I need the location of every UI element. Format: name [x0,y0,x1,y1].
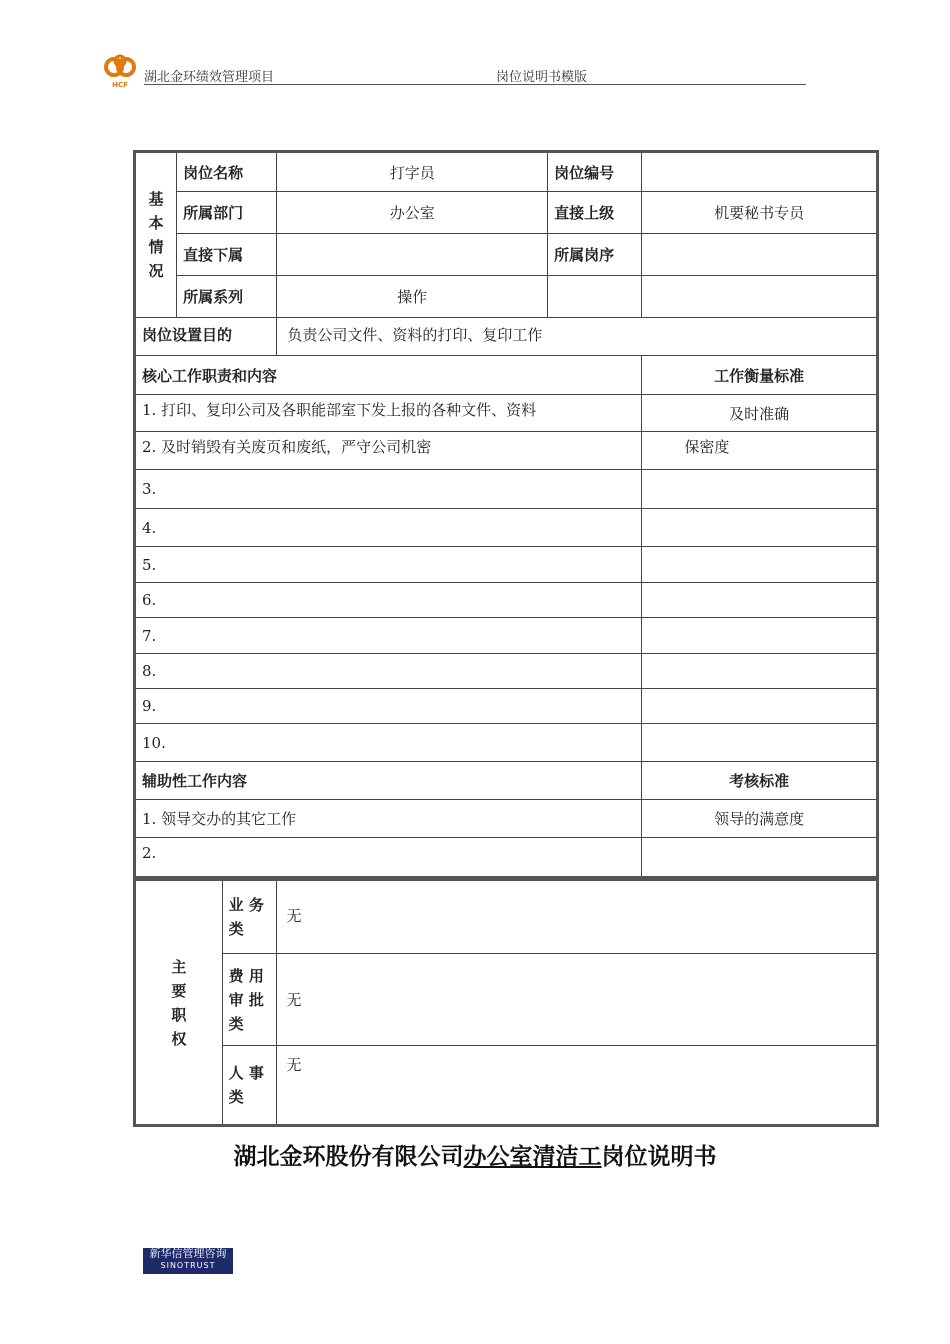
core-standard-3 [642,470,878,509]
authority-value-business: 无 [276,880,877,954]
core-standard-10 [642,724,878,762]
company-logo-icon [100,54,140,90]
title-underlined: 办公室清洁工 [463,1144,602,1170]
authority-category-expense: 费 用 审 批 类 [222,954,276,1046]
page-header [100,54,806,89]
aux-duty-1: 1. 领导交办的其它工作 [135,800,642,838]
job-code-value [642,152,878,192]
core-standard-1: 及时准确 [642,395,878,432]
authority-category-business: 业 务 类 [222,880,276,954]
job-name-value: 打字员 [277,152,548,192]
core-standard-4 [642,509,878,547]
department-value: 办公室 [277,192,548,234]
core-duty-3: 3. [135,470,642,509]
header-project-name: 湖北金环绩效管理项目 [144,70,275,85]
sinotrust-logo-cn: 新华信管理咨询 [149,1247,227,1260]
core-duty-6: 6. [135,583,642,618]
sequence-label: 所属岗序 [548,234,642,276]
job-description-table [133,150,879,879]
superior-value: 机要秘书专员 [642,192,878,234]
core-duty-7: 7. [135,618,642,654]
department-label: 所属部门 [177,192,277,234]
core-duty-9: 9. [135,689,642,724]
core-standard-9 [642,689,878,724]
core-standard-6 [642,583,878,618]
core-standard-8 [642,654,878,689]
aux-duty-2: 2. [135,838,642,878]
authority-table [133,878,879,1127]
core-duty-8: 8. [135,654,642,689]
series-value: 操作 [277,276,548,318]
subordinate-value [277,234,548,276]
authority-category-personnel: 人 事 类 [222,1046,276,1126]
core-duty-1: 1. 打印、复印公司及各职能部室下发上报的各种文件、资料 [135,395,642,432]
header-divider [144,84,806,85]
subordinate-label: 直接下属 [177,234,277,276]
job-name-label: 岗位名称 [177,152,277,192]
document-title [0,1138,950,1171]
series-empty-cell-2 [642,276,878,318]
aux-standard-1: 领导的满意度 [642,800,878,838]
authority-label-text: 主要职权 [171,957,187,1048]
core-duty-4: 4. [135,509,642,547]
series-label: 所属系列 [177,276,277,318]
job-code-label: 岗位编号 [548,152,642,192]
purpose-text: 负责公司文件、资料的打印、复印工作 [277,318,878,356]
core-duties-header: 核心工作职责和内容 [135,356,642,395]
sinotrust-logo-en: SINOTRUST [160,1261,216,1270]
purpose-label: 岗位设置目的 [135,318,277,356]
sequence-value [642,234,878,276]
core-duty-2: 2. 及时销毁有关废页和废纸，严守公司机密 [135,432,642,470]
core-standard-header: 工作衡量标准 [642,356,878,395]
authority-section-label [135,880,223,1126]
title-suffix: 岗位说明书 [601,1144,717,1170]
series-empty-cell [548,276,642,318]
title-prefix: 湖北金环股份有限公司 [233,1144,464,1170]
core-duty-5: 5. [135,547,642,583]
core-standard-7 [642,618,878,654]
core-duty-10: 10. [135,724,642,762]
core-standard-2: 保密度 [642,432,878,470]
superior-label: 直接上级 [548,192,642,234]
aux-standard-2 [642,838,878,878]
authority-value-expense: 无 [276,954,877,1046]
svg-text:HCF: HCF [112,81,128,89]
authority-value-personnel: 无 [276,1046,877,1126]
basic-info-section-label [135,152,177,318]
sinotrust-logo [143,1248,233,1274]
aux-duties-header: 辅助性工作内容 [135,762,642,800]
basic-info-label-text: 基本情况 [148,190,164,280]
aux-standard-header: 考核标准 [642,762,878,800]
core-standard-5 [642,547,878,583]
header-doc-type: 岗位说明书模版 [496,70,588,85]
